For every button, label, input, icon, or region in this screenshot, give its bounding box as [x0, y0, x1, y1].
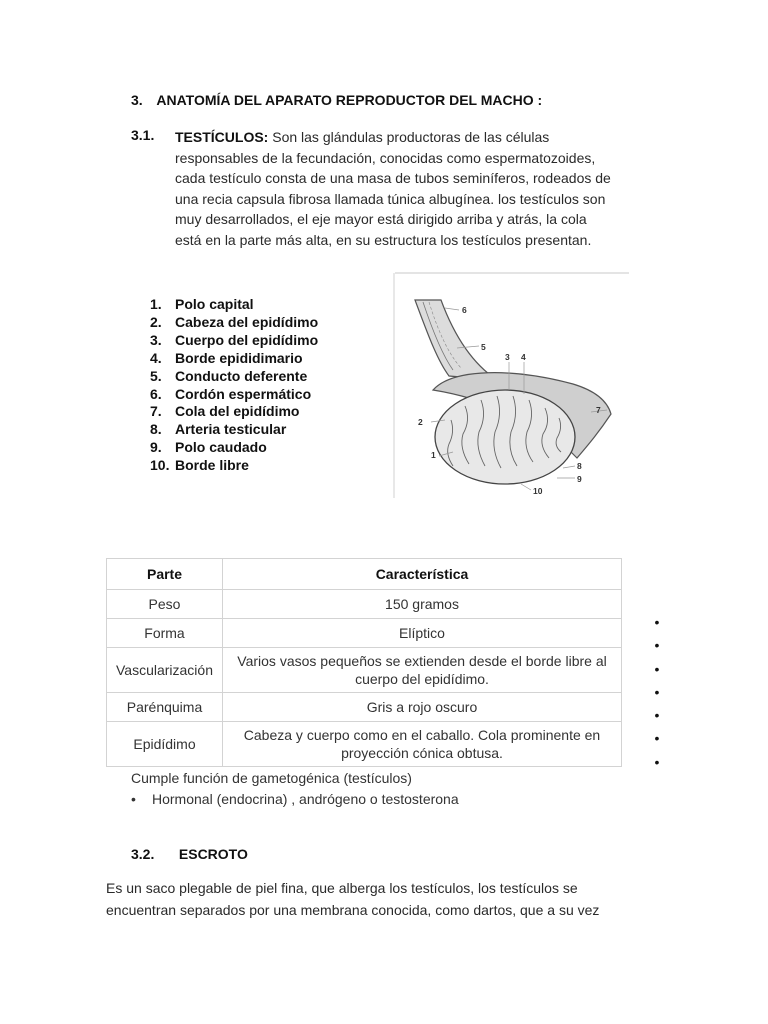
list-item — [150, 296, 318, 314]
testicle-diagram — [393, 272, 631, 500]
list-item-number: 7. — [150, 403, 162, 420]
list-item-number: 5. — [150, 367, 162, 384]
list-item-label: Polo capital — [175, 296, 254, 312]
list-item-number: 2. — [150, 313, 162, 330]
list-item-number: 8. — [150, 421, 162, 438]
table-cell: Peso — [107, 590, 223, 619]
list-item — [150, 403, 318, 421]
parts-list — [150, 296, 318, 475]
bullet-dot: • — [654, 753, 660, 770]
table-row — [107, 722, 622, 767]
fig-label-10: 10 — [533, 486, 543, 496]
list-item — [150, 457, 318, 475]
list-item — [150, 421, 318, 439]
fig-label-9: 9 — [577, 474, 582, 484]
section-number: 3. — [131, 92, 143, 108]
bullet-dot: • — [654, 707, 660, 724]
escroto-title: ESCROTO — [178, 846, 248, 862]
list-item — [150, 439, 318, 457]
list-item — [150, 314, 318, 332]
table-cell: Epidídimo — [107, 722, 223, 767]
list-item-label: Polo caudado — [175, 439, 267, 456]
list-item — [150, 368, 318, 386]
table-cell: Varios vasos pequeños se extienden desde el borde libre al cuerpo del epidídimo. — [223, 648, 622, 693]
subsection-number: 3.1. — [131, 127, 155, 143]
fig-label-8: 8 — [577, 461, 582, 471]
list-item-number: 9. — [150, 439, 162, 456]
section-title: ANATOMÍA DEL APARATO REPRODUCTOR DEL MACHO : — [156, 92, 543, 108]
list-item — [150, 332, 318, 350]
list-item-number: 1. — [150, 296, 162, 312]
table-row — [107, 648, 622, 693]
list-item-label: Cola del epidídimo — [175, 403, 300, 420]
list-item-label: Cuerpo del epidídimo — [175, 331, 319, 348]
list-item — [150, 350, 318, 368]
fig-label-6: 6 — [462, 305, 467, 315]
list-item-label: Cabeza del epidídimo — [175, 313, 319, 330]
table-cell: Parénquima — [107, 693, 223, 722]
list-item-label: Conducto deferente — [175, 367, 308, 384]
bullet-dot: • — [131, 791, 136, 807]
table-cell: Forma — [107, 619, 223, 648]
table-header-row — [107, 559, 622, 590]
bullet-dot: • — [654, 660, 660, 677]
table-row — [107, 590, 622, 619]
list-item-number: 4. — [150, 349, 162, 366]
escroto-number: 3.2. — [131, 846, 155, 862]
function-line: Cumple función de gametogénica (testículos) — [131, 770, 412, 786]
side-bullets — [650, 611, 664, 774]
section-heading — [131, 92, 542, 108]
fig-label-7: 7 — [596, 405, 601, 415]
table-row — [107, 619, 622, 648]
testiculos-paragraph — [175, 127, 615, 250]
escroto-paragraph: Es un saco plegable de piel fina, que alberga los testículos, los testículos se encuentran separados por una membrana conocida, como dartos, que a su vez — [106, 880, 600, 918]
table-cell: Vascularización — [107, 648, 223, 693]
list-item-label: Borde epididimario — [175, 349, 303, 366]
bullet-dot: • — [654, 730, 660, 747]
hormonal-text: Hormonal (endocrina) , andrógeno o testosterona — [152, 791, 459, 807]
fig-label-1: 1 — [431, 450, 436, 460]
fig-label-2: 2 — [418, 417, 423, 427]
table-cell: Elíptico — [223, 619, 622, 648]
testiculos-text: Son las glándulas productoras de las células responsables de la fecundación, conocidas como espermatozoides, cada testículo consta de una masa de tubos seminíferos, rodeados de una recia capsula fibrosa llamada túnica albugínea. los testículos son muy desarrollados, el eje mayor está dirigido arriba y atrás, la cola está en la parte más alta, en su estructura los testículos presentan. — [175, 129, 611, 248]
fig-label-4: 4 — [521, 352, 526, 362]
list-item-label: Cordón espermático — [175, 385, 312, 402]
table-header-parte: Parte — [107, 559, 223, 590]
fig-label-5: 5 — [481, 342, 486, 352]
table-header-caracteristica: Característica — [223, 559, 622, 590]
list-item — [150, 386, 318, 404]
list-item-label: Borde libre — [175, 457, 249, 474]
hormonal-bullet — [131, 791, 459, 807]
bullet-dot: • — [654, 637, 660, 654]
characteristics-table — [106, 558, 622, 767]
table-cell: Gris a rojo oscuro — [223, 693, 622, 722]
list-item-number: 3. — [150, 331, 162, 348]
escroto-heading — [131, 846, 248, 862]
list-item-label: Arteria testicular — [175, 421, 287, 438]
table-row — [107, 693, 622, 722]
list-item-number: 10. — [150, 457, 170, 474]
bullet-dot: • — [654, 614, 660, 630]
fig-label-3: 3 — [505, 352, 510, 362]
table-cell: Cabeza y cuerpo como en el caballo. Cola prominente en proyección cónica obtusa. — [223, 722, 622, 767]
list-item-number: 6. — [150, 385, 162, 402]
bullet-dot: • — [654, 683, 660, 700]
table-cell: 150 gramos — [223, 590, 622, 619]
testiculos-term: TESTÍCULOS: — [175, 129, 269, 145]
